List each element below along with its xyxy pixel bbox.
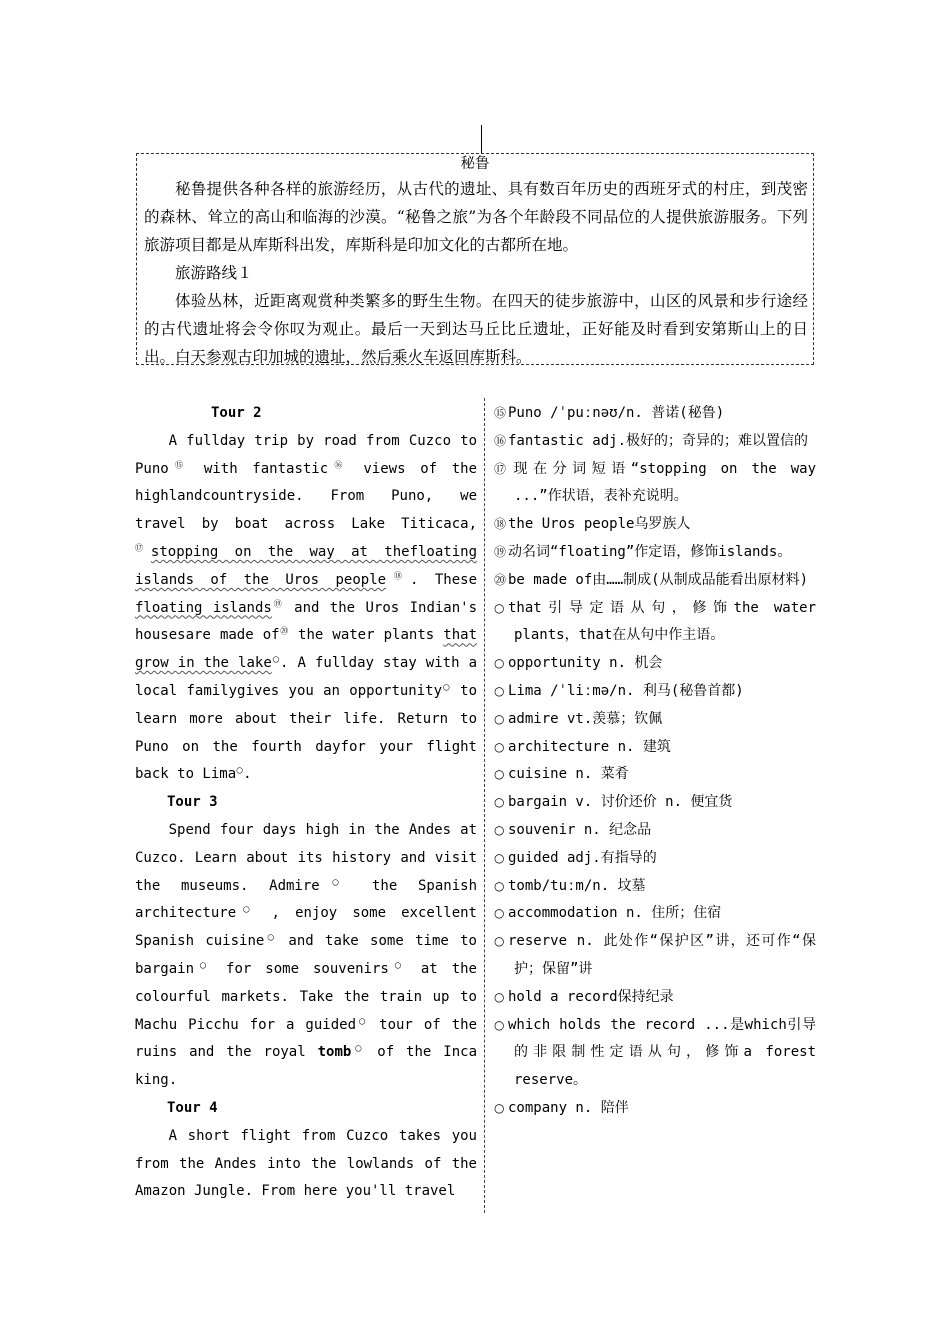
tour-3-heading: Tour 3 bbox=[167, 794, 218, 811]
notes-column bbox=[494, 400, 816, 1123]
note-item: ⑱ the Uros people乌罗族人 bbox=[494, 516, 691, 533]
note-item: ○ reserve n. 此处作“保护区”讲，还可作“保护；保留”讲 bbox=[494, 933, 816, 977]
note-item: ○ admire vt.羡慕；钦佩 bbox=[494, 710, 663, 727]
tour-4-paragraph: A short flight from Cuzco takes you from the Andes into the lowlands of the Amazon Jungle. From here you'll travel bbox=[135, 1127, 477, 1200]
note-item: ○ accommodation n. 住所；住宿 bbox=[494, 905, 722, 922]
peru-intro-box bbox=[136, 153, 814, 371]
top-divider-line bbox=[481, 125, 482, 153]
note-item: ⑳ be made of由……制成(从制成品能看出原材料) bbox=[494, 571, 809, 588]
note-item: ○ guided adj.有指导的 bbox=[494, 849, 657, 866]
note-item: ○ architecture n. 建筑 bbox=[494, 738, 671, 755]
tour-2-heading: Tour 2 bbox=[211, 405, 262, 421]
tour-3-paragraph: Spend four days high in the Andes at Cuzco. Learn about its history and visit the museums. Admire○ the Spanish architecture○ , enjoy some excellent Spanish cuisine○ and take some time to bargain○ for some souvenirs○ at the colourful markets. Take the train up to Machu Picchu for a guided○ tour of the ruins and the royal tomb○ of the Inca king. bbox=[135, 821, 477, 1089]
box-paragraph-1: 秘鲁提供各种各样的旅游经历，从古代的遗址、具有数百年历史的西班牙式的村庄，到茂密的森林、耸立的高山和临海的沙漠。“秘鲁之旅”为各个年龄段不同品位的人提供旅游服务。下列旅游项目都是从库斯科出发，库斯科是印加文化的古都所在地。 bbox=[144, 180, 808, 254]
note-item: ○ tomb/tuːm/n. 坟墓 bbox=[494, 877, 646, 894]
note-item: ⑲ 动名词“floating”作定语，修饰islands。 bbox=[494, 543, 792, 560]
note-item: ○ opportunity n. 机会 bbox=[494, 655, 663, 672]
english-text-column bbox=[135, 400, 477, 1206]
note-item: ⑯ fantastic adj.极好的；奇异的；难以置信的 bbox=[494, 432, 809, 449]
note-item: ○ that引导定语从句，修饰the water plants，that在从句中作主语。 bbox=[494, 599, 816, 644]
box-paragraph-2: 体验丛林，近距离观赏种类繁多的野生生物。在四天的徒步旅游中，山区的风景和步行途经的古代遗址将会令你叹为观止。最后一天到达马丘比丘遗址，正好能及时看到安第斯山上的日出。白天参观古印加城的遗址，然后乘火车返回库斯科。 bbox=[144, 292, 808, 366]
column-divider-line bbox=[484, 398, 485, 1213]
note-item: ○ hold a record保持纪录 bbox=[494, 988, 674, 1005]
box-route-label: 旅游路线１ bbox=[175, 264, 253, 282]
note-item: ○ Lima /ˈliːmə/n. 利马(秘鲁首都) bbox=[494, 682, 744, 699]
note-item: ⑰ 现在分词短语“stopping on the way ...”作状语，表补充说明。 bbox=[494, 460, 816, 505]
note-item: ○ cuisine n. 菜肴 bbox=[494, 766, 629, 783]
note-item: ○ which holds the record ...是which引导的非限制性定语从句，修饰a forest reserve。 bbox=[494, 1016, 816, 1089]
note-item: ○ company n. 陪伴 bbox=[494, 1099, 629, 1116]
box-title: 秘鲁 bbox=[460, 156, 490, 172]
tour-4-heading: Tour 4 bbox=[167, 1099, 218, 1116]
tour-2-paragraph: A fullday trip by road from Cuzco to Puno⑮ with fantastic⑯ views of the highlandcountryside. From Puno, we travel by boat across Lake Titicaca, ⑰stopping on the way at thefloating islands of the Uros people⑱. These floating islands⑲ and the Uros Indian's housesare made of⑳ the water plants that grow in the lake○. A fullday stay with a local familygives you an opportunity○ to learn more about their life. Return to Puno on the fourth dayfor your flight back to Lima○. bbox=[135, 432, 478, 783]
note-item: ⑮ Puno /ˈpuːnəʊ/n. 普诺(秘鲁) bbox=[494, 405, 725, 421]
note-item: ○ souvenir n. 纪念品 bbox=[494, 821, 652, 838]
note-item: ○ bargain v. 讨价还价 n. 便宜货 bbox=[494, 794, 733, 811]
